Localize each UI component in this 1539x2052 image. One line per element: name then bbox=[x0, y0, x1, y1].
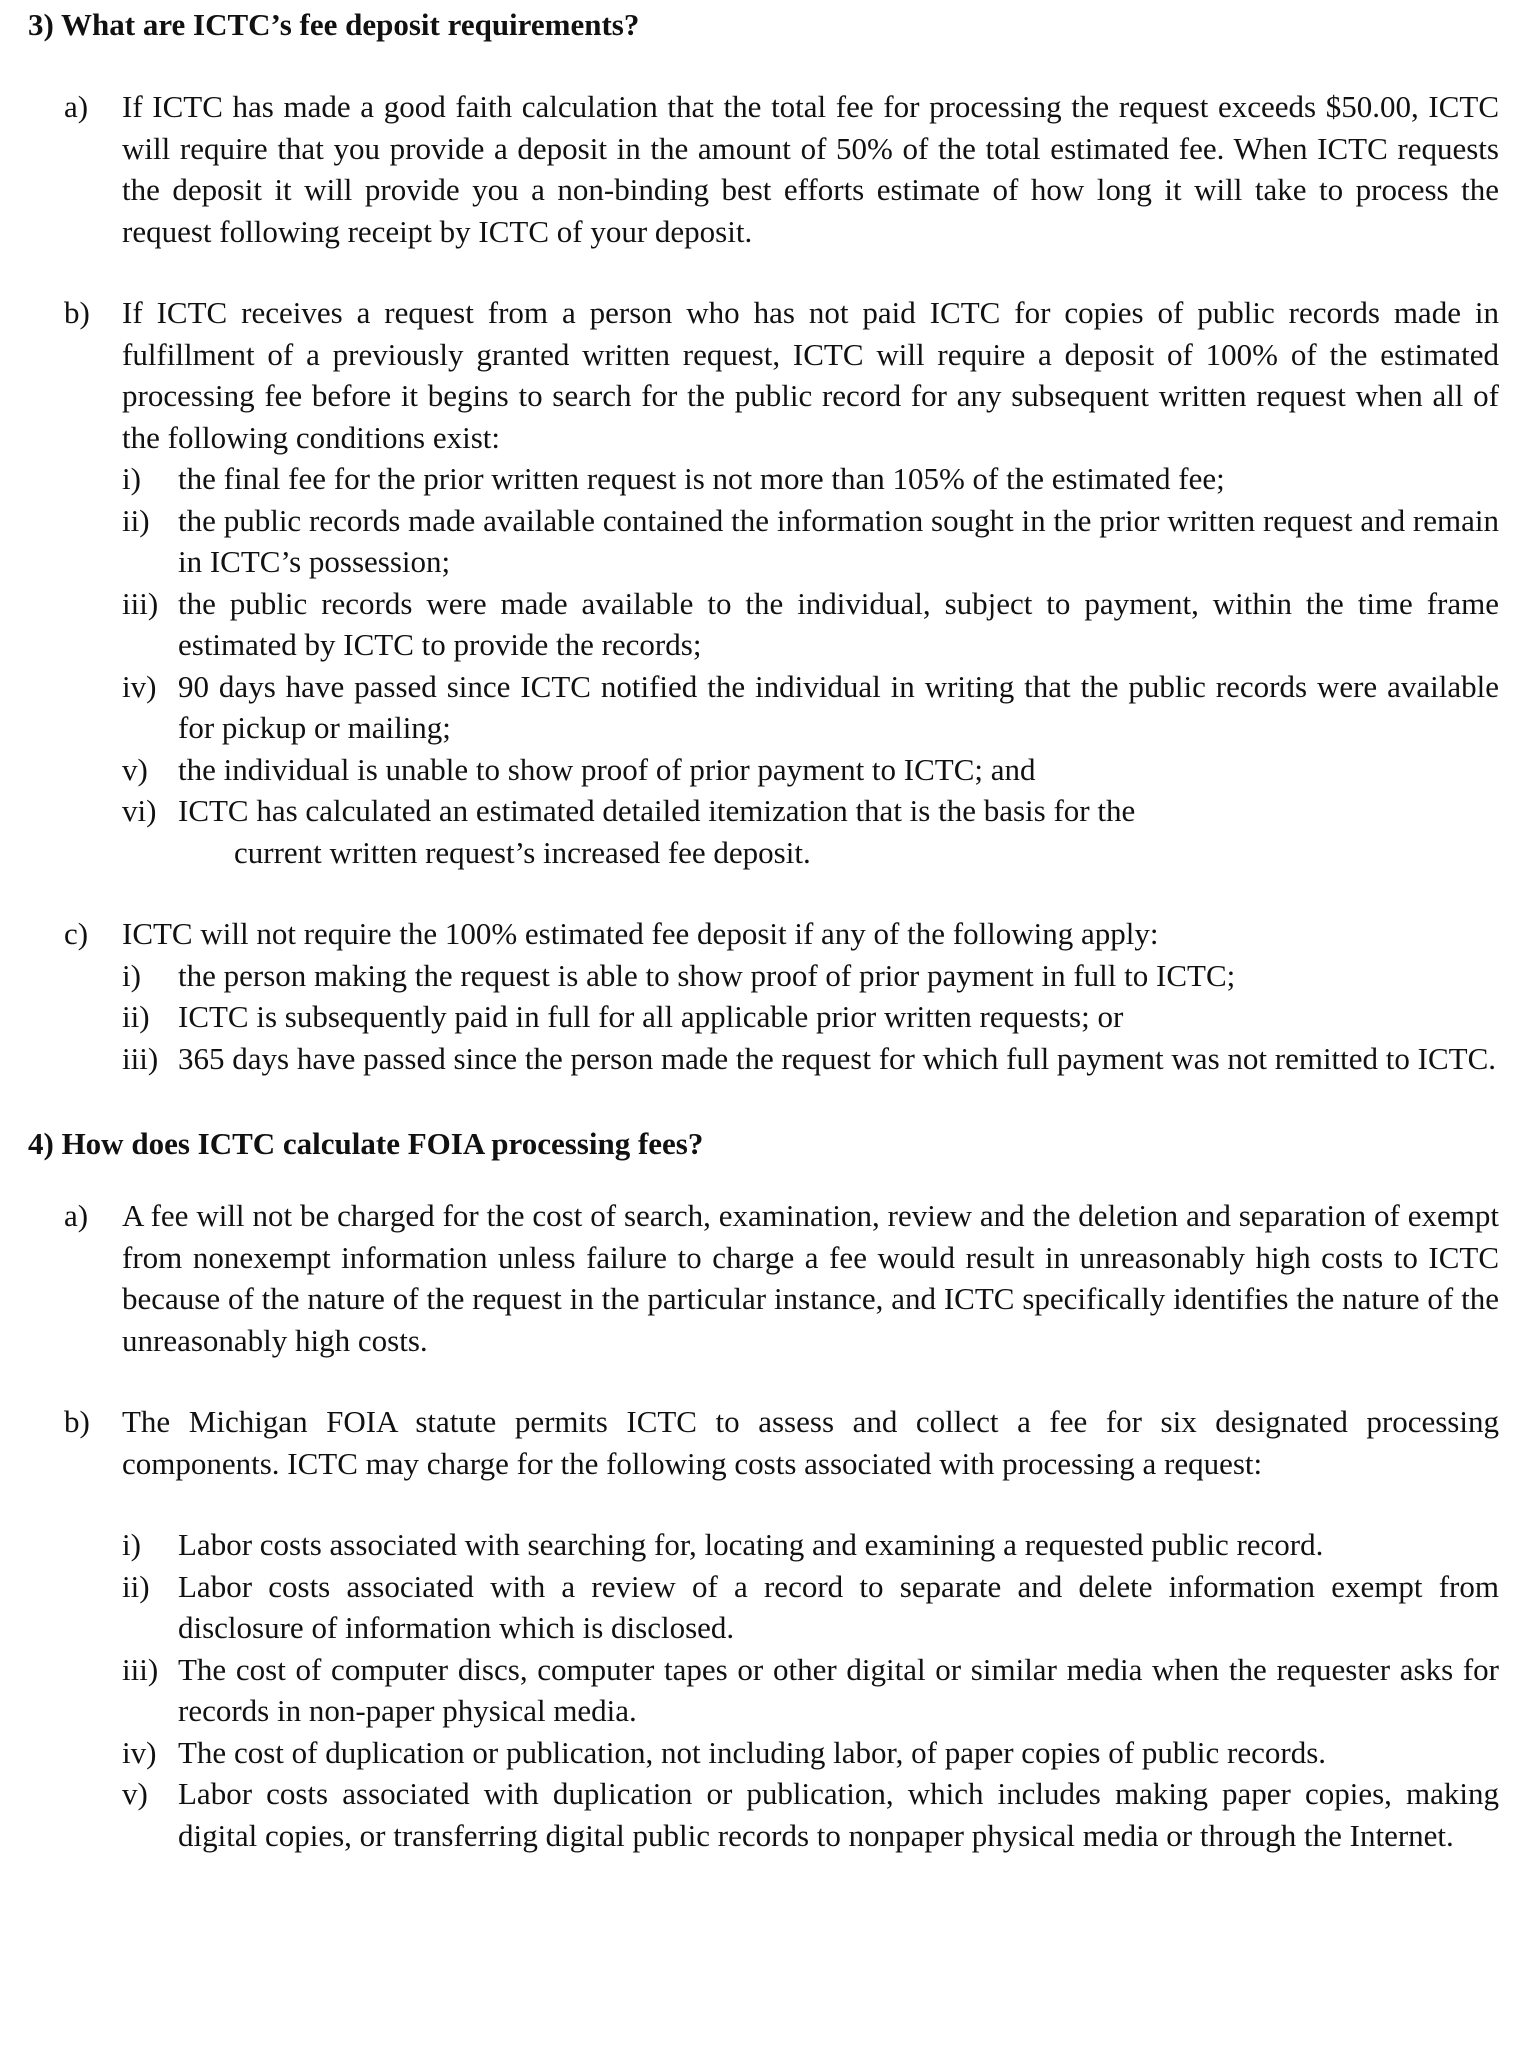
sub-item-label: iv) bbox=[122, 668, 157, 704]
section-heading: 3) What are ICTC’s fee deposit requirements? bbox=[28, 7, 640, 42]
sub-item-text: Labor costs associated with duplication or publication, which includes making paper copies, making digital copies, or transferring digital public records to nonpaper physical media or through the Internet. bbox=[178, 1776, 1499, 1853]
item-label: c) bbox=[64, 916, 89, 951]
item-body bbox=[122, 913, 1499, 1079]
sub-item-text: ICTC is subsequently paid in full for all applicable prior written requests; or bbox=[178, 999, 1124, 1034]
sub-item-text: 365 days have passed since the person made the request for which full payment was not remitted to ICTC. bbox=[178, 1040, 1497, 1076]
item-text: ICTC will not require the 100% estimated fee deposit if any of the following apply: bbox=[122, 916, 1159, 951]
item-label: b) bbox=[64, 295, 90, 330]
item-text: If ICTC receives a request from a person who has not paid ICTC for copies of public records made in fulfillment of a previously granted written request, ICTC will require a deposit of 100% of the estimated processing fee before it begins to search for the public record for any subsequent written request when all of the following conditions exist: bbox=[122, 295, 1499, 455]
list-item bbox=[28, 86, 1499, 252]
sub-list-item bbox=[122, 458, 1499, 500]
sub-item-text: the public records made available contained the information sought in the prior written request and remain in ICTC’s possession; bbox=[178, 502, 1499, 579]
sub-item-label: i) bbox=[122, 957, 141, 993]
list-item bbox=[28, 1195, 1499, 1361]
sub-item-text-block bbox=[178, 790, 1499, 873]
sub-item-text: the individual is unable to show proof of prior payment to ICTC; and bbox=[178, 751, 1036, 787]
item-body bbox=[122, 292, 1499, 873]
sub-item-label: i) bbox=[122, 461, 141, 496]
item-body bbox=[122, 1195, 1499, 1361]
sub-item-label: ii) bbox=[122, 999, 150, 1034]
sub-list-item bbox=[122, 1524, 1499, 1566]
item-body bbox=[122, 86, 1499, 252]
sub-item-text: Labor costs associated with a review of a record to separate and delete information exempt from disclosure of information which is disclosed. bbox=[178, 1568, 1499, 1645]
item-label: a) bbox=[64, 1198, 89, 1233]
list-item bbox=[28, 913, 1499, 1079]
sub-item-label: iii) bbox=[122, 585, 159, 621]
sub-item-label: iii) bbox=[122, 1040, 159, 1076]
sub-list-item bbox=[122, 749, 1499, 791]
sub-item-text: the final fee for the prior written request is not more than 105% of the estimated fee; bbox=[178, 461, 1225, 496]
section-heading: 4) How does ICTC calculate FOIA processing fees? bbox=[28, 1126, 704, 1161]
sub-item-label: iii) bbox=[122, 1651, 159, 1687]
sub-list-item bbox=[122, 583, 1499, 666]
sub-item-text: The cost of computer discs, computer tapes or other digital or similar media when the requester asks for records in non-paper physical media. bbox=[178, 1651, 1499, 1728]
list-item bbox=[28, 292, 1499, 873]
spacer bbox=[122, 1484, 1499, 1524]
sub-item-text: 90 days have passed since ICTC notified the individual in writing that the public records were available for pickup or mailing; bbox=[178, 668, 1499, 745]
sub-list-item bbox=[122, 790, 1499, 873]
sub-list-item bbox=[122, 500, 1499, 583]
sub-list-item bbox=[122, 996, 1499, 1038]
sub-item-label: ii) bbox=[122, 502, 150, 538]
item-text: If ICTC has made a good faith calculation that the total fee for processing the request exceeds $50.00, ICTC will require that you provide a deposit in the amount of 50% of the total estimated fee. When ICTC requests the deposit it will provide you a non-binding best efforts estimate of how long it will take to process the request following receipt by ICTC of your deposit. bbox=[122, 89, 1499, 249]
sub-item-label: iv) bbox=[122, 1734, 157, 1770]
item-body bbox=[122, 1401, 1499, 1856]
section-processing-fees bbox=[28, 1123, 1499, 1856]
sub-list-item bbox=[122, 1038, 1499, 1080]
sub-list-item bbox=[122, 1566, 1499, 1649]
item-text: A fee will not be charged for the cost of search, examination, review and the deletion and separation of exempt from nonexempt information unless failure to charge a fee would result in unreasonably high costs to ICTC because of the nature of the request in the particular instance, and ICTC specifically identifies the nature of the unreasonably high costs. bbox=[122, 1198, 1499, 1358]
sub-list-item bbox=[122, 1649, 1499, 1732]
sub-item-text: the public records were made available to the individual, subject to payment, within the time frame estimated by ICTC to provide the records; bbox=[178, 585, 1499, 662]
item-label: a) bbox=[64, 89, 89, 124]
item-text: The Michigan FOIA statute permits ICTC to assess and collect a fee for six designated processing components. ICTC may charge for the following costs associated with processing a request: bbox=[122, 1404, 1499, 1481]
section-fee-deposit-requirements bbox=[28, 4, 1499, 1079]
list-item bbox=[28, 1401, 1499, 1856]
sub-item-text: Labor costs associated with searching for, locating and examining a requested public record. bbox=[178, 1527, 1324, 1562]
sub-list-item bbox=[122, 955, 1499, 997]
sub-item-continuation: current written request’s increased fee deposit. bbox=[234, 834, 811, 870]
sub-list-item bbox=[122, 666, 1499, 749]
sub-list-item bbox=[122, 1773, 1499, 1856]
sub-item-text: The cost of duplication or publication, not including labor, of paper copies of public records. bbox=[178, 1734, 1327, 1770]
item-label: b) bbox=[64, 1404, 90, 1439]
sub-item-label: i) bbox=[122, 1527, 141, 1562]
sub-item-label: v) bbox=[122, 751, 148, 787]
sub-item-label: v) bbox=[122, 1776, 148, 1811]
sub-item-text: the person making the request is able to show proof of prior payment in full to ICTC; bbox=[178, 957, 1236, 993]
sub-item-text: ICTC has calculated an estimated detailed itemization that is the basis for the bbox=[178, 793, 1136, 828]
sub-item-label: ii) bbox=[122, 1568, 150, 1604]
sub-list-item bbox=[122, 1732, 1499, 1774]
sub-item-label: vi) bbox=[122, 793, 157, 828]
